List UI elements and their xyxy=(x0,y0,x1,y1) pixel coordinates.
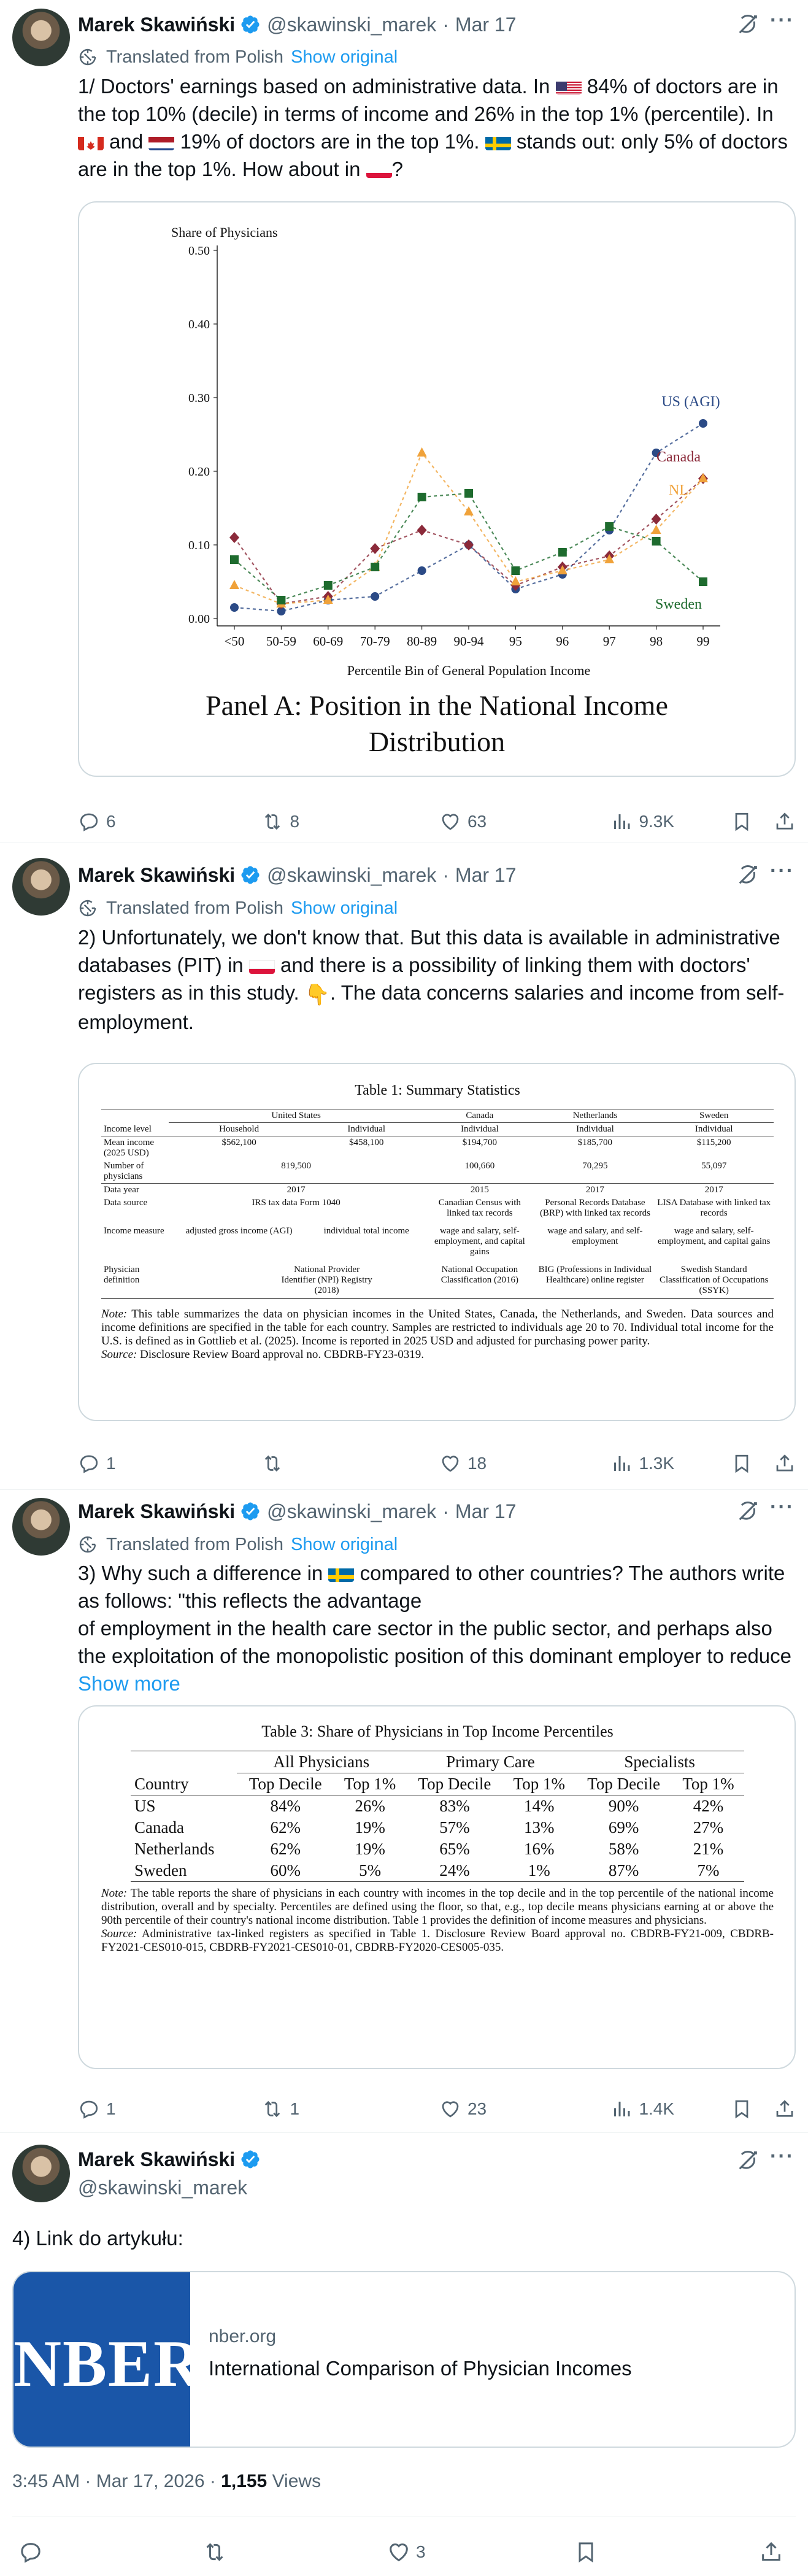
data-point xyxy=(511,566,520,575)
action-bar xyxy=(78,2094,796,2124)
reply-count: 1 xyxy=(106,1454,116,1473)
group-header: Primary Care xyxy=(406,1751,575,1773)
bookmark-button[interactable] xyxy=(731,811,774,833)
translate-icon xyxy=(78,47,98,67)
avatar[interactable] xyxy=(12,9,70,66)
cell: 83% xyxy=(439,1797,470,1815)
note-text: The table reports the share of physicians in each country with incomes in the top decile and in the top percentile of the national income distribution, overall and by specialty. Percentiles are defined using the floor, so that, e.g., top decile means physicians earning at or above the 90th percentile of their country's national income distribution. Table 1 provides the definition of income measures and physicians. xyxy=(101,1887,774,1927)
column-header: Top Decile xyxy=(418,1775,491,1793)
translated-label: Translated from Polish xyxy=(106,1534,284,1554)
repost-button[interactable] xyxy=(261,811,439,833)
cell: 62% xyxy=(270,1840,301,1858)
cell: 69% xyxy=(608,1818,639,1837)
repost-button[interactable] xyxy=(261,1452,439,1475)
share-icon xyxy=(774,811,796,833)
text-part: 84% of doctors are in the top 10% (decile) in terms of income and 26% in the top 1% (percentile). In xyxy=(78,75,779,125)
like-button[interactable] xyxy=(439,2098,611,2120)
reply-icon xyxy=(78,2098,100,2120)
cell: 62% xyxy=(270,1818,301,1837)
x-tick-label: 80-89 xyxy=(407,634,437,649)
repost-icon xyxy=(261,811,283,833)
separator-dot: · xyxy=(442,863,449,886)
flag-poland-icon xyxy=(249,957,275,974)
verified-badge-icon[interactable] xyxy=(240,1501,261,1522)
text-part: and xyxy=(104,130,149,153)
share-icon[interactable] xyxy=(759,2540,783,2564)
data-point xyxy=(371,592,379,601)
x-tick-label: <50 xyxy=(224,634,245,649)
reply-count: 1 xyxy=(106,2099,116,2118)
table-row xyxy=(131,1838,744,1860)
author-name[interactable]: Marek Skawiński xyxy=(78,863,236,886)
column-header: Top 1% xyxy=(682,1775,734,1793)
cell: $562,100 xyxy=(221,1138,256,1147)
text-part: 1/ Doctors' earnings based on administrative data. In xyxy=(78,75,556,98)
tweet-text xyxy=(78,72,796,183)
verified-badge-icon[interactable] xyxy=(240,14,261,35)
data-point xyxy=(229,532,239,543)
cell: Individual xyxy=(694,1124,733,1134)
country-header: Netherlands xyxy=(536,1109,654,1123)
text-part: compared to other countries? The authors write as follows: "this reflects the advantage xyxy=(78,1562,785,1612)
bookmark-icon[interactable] xyxy=(574,2540,598,2564)
cell: 21% xyxy=(693,1840,724,1858)
author-handle[interactable]: @skawinski_marek xyxy=(267,1500,437,1522)
tweet-text xyxy=(78,1559,796,1670)
share-icon xyxy=(774,1452,796,1475)
series-label: US (AGI) xyxy=(661,394,720,410)
grok-icon[interactable] xyxy=(736,1499,760,1524)
row-label: Number of physicians xyxy=(104,1161,144,1181)
show-more-link[interactable]: Show more xyxy=(78,1672,180,1695)
author-handle[interactable]: @skawinski_marek xyxy=(267,13,437,36)
row-label: Mean income (2025 USD) xyxy=(104,1138,155,1158)
nber-logo-text: NBER xyxy=(13,2327,203,2401)
cell: 14% xyxy=(524,1797,555,1815)
panel-title: Panel A: Position in the National Income xyxy=(206,690,668,721)
country-header: Sweden xyxy=(654,1109,774,1123)
data-point xyxy=(371,563,379,571)
data-point xyxy=(230,603,239,612)
translate-icon xyxy=(78,898,98,918)
cell: wage and salary, and self-employment xyxy=(547,1226,643,1246)
cell: Swedish Standard Classification of Occupations (SSYK) xyxy=(659,1265,769,1295)
cell: 84% xyxy=(270,1797,301,1815)
cell: 1% xyxy=(528,1861,550,1880)
cell: IRS tax data Form 1040 xyxy=(252,1198,341,1208)
action-bar xyxy=(78,806,796,837)
country-cell: US xyxy=(134,1797,156,1815)
x-tick-label: 99 xyxy=(696,634,710,649)
series-line xyxy=(234,453,703,604)
y-tick-label: 0.40 xyxy=(188,318,210,331)
more-options-icon[interactable]: ··· xyxy=(770,9,795,32)
row-label: Data year xyxy=(104,1185,139,1195)
like-icon xyxy=(439,811,461,833)
data-point xyxy=(464,506,474,515)
cell: 57% xyxy=(439,1818,470,1837)
bookmark-icon xyxy=(731,2098,753,2120)
share-of-physicians-table xyxy=(131,1751,744,1882)
data-point xyxy=(652,514,661,525)
table-row xyxy=(131,1795,744,1818)
text-part: . The data concerns salaries and income from self-employment. xyxy=(78,981,785,1033)
table-note xyxy=(101,1887,774,1954)
row-label: Data source xyxy=(104,1198,148,1208)
translated-notice xyxy=(78,896,398,920)
x-axis-label: Percentile Bin of General Population Income xyxy=(347,663,591,678)
source-text: Administrative tax-linked registers as specified in Table 1. Disclosure Review Board approval no. CBDRB-FY21-009, CBDRB-FY2021-CES010-015, CBDRB-FY2021-CES010-01, CBDRB-FY2020-CES005-035. xyxy=(101,1927,774,1954)
y-tick-label: 0.30 xyxy=(188,391,210,405)
table-row xyxy=(131,1817,744,1838)
reply-button[interactable] xyxy=(78,1452,261,1475)
reply-count: 6 xyxy=(106,812,116,831)
flag-netherlands-icon xyxy=(148,133,174,150)
flag-canada-icon xyxy=(78,133,104,150)
reply-icon xyxy=(78,811,100,833)
x-tick-label: 98 xyxy=(650,634,663,649)
author-handle[interactable]: @skawinski_marek xyxy=(78,2177,248,2199)
table-title: Table 1: Summary Statistics xyxy=(355,1082,520,1098)
tweet-1[interactable] xyxy=(0,0,808,842)
cell: $194,700 xyxy=(462,1138,497,1147)
author-handle[interactable]: @skawinski_marek xyxy=(267,863,437,886)
grok-icon[interactable] xyxy=(736,12,760,37)
like-icon xyxy=(439,2098,461,2120)
tweet-header xyxy=(78,1498,517,1525)
cell: 24% xyxy=(439,1861,470,1880)
views-count: 9.3K xyxy=(639,812,675,831)
table-title: Table 3: Share of Physicians in Top Income Percentiles xyxy=(261,1722,614,1740)
summary-table xyxy=(101,1082,774,1362)
cell: 2017 xyxy=(585,1185,604,1195)
cell: 90% xyxy=(608,1797,639,1815)
share-table xyxy=(101,1722,774,1954)
views-count: 1.3K xyxy=(639,1454,675,1473)
views-icon xyxy=(610,2098,633,2120)
data-point xyxy=(418,493,426,501)
tweet-4-focused[interactable] xyxy=(0,2132,808,2576)
views-icon xyxy=(610,811,633,833)
data-point xyxy=(605,522,614,531)
x-tick-label: 96 xyxy=(556,634,569,649)
series-line xyxy=(234,423,703,611)
panel-title: Distribution xyxy=(368,726,506,757)
cell: 2017 xyxy=(704,1185,723,1195)
avatar[interactable] xyxy=(12,1498,70,1556)
data-point xyxy=(418,566,426,575)
group-header: All Physicians xyxy=(237,1751,406,1773)
like-icon xyxy=(387,2540,411,2564)
summary-statistics-table xyxy=(101,1109,774,1299)
translated-label: Translated from Polish xyxy=(106,898,284,918)
text-part: 19% of doctors are in the top 1%. xyxy=(174,130,485,153)
y-tick-label: 0.10 xyxy=(188,539,210,552)
series-label: Canada xyxy=(656,449,701,465)
like-count: 23 xyxy=(467,2099,487,2118)
cell: 13% xyxy=(524,1818,555,1837)
cell: 100,660 xyxy=(464,1161,495,1171)
cell: Individual xyxy=(576,1124,614,1134)
country-cell: Canada xyxy=(134,1818,184,1837)
link-domain: nber.org xyxy=(209,2326,277,2347)
repost-button[interactable] xyxy=(261,2098,439,2120)
repost-icon xyxy=(261,2098,283,2120)
column-header: Top Decile xyxy=(248,1775,322,1793)
table-image[interactable] xyxy=(78,1063,796,1421)
cell: Canadian Census with linked tax records xyxy=(438,1198,521,1218)
cell: National Occupation Classification (2016) xyxy=(441,1265,518,1285)
source-label: Source: xyxy=(101,1927,137,1940)
group-header: Specialists xyxy=(575,1751,744,1773)
cell: 2015 xyxy=(470,1185,489,1195)
cell: 19% xyxy=(355,1840,385,1858)
data-point xyxy=(558,548,567,557)
views-count: 1.4K xyxy=(639,2099,675,2118)
more-options-icon[interactable]: ··· xyxy=(770,1495,795,1519)
text-part: and there is a possibility of linking them with doctors' registers as in this study. xyxy=(78,954,750,1004)
link-title: International Comparison of Physician Incomes xyxy=(209,2357,632,2380)
text-part: 3) Why such a difference in xyxy=(78,1562,329,1584)
text-part: 2) Unfortunately, we don't know that. But this data is available in administrative databases (PIT) in xyxy=(78,926,780,976)
y-tick-label: 0.20 xyxy=(188,465,210,479)
bookmark-button[interactable] xyxy=(731,1452,774,1475)
source-text: Disclosure Review Board approval no. CBDRB-FY23-0319. xyxy=(137,1348,424,1361)
cell: Individual xyxy=(461,1124,499,1134)
like-count: 3 xyxy=(416,2542,426,2561)
action-bar xyxy=(78,1448,796,1479)
views-label: Views xyxy=(267,2471,321,2491)
cell: 7% xyxy=(697,1861,720,1880)
series-label: Sweden xyxy=(655,596,702,612)
flag-sweden-icon xyxy=(485,133,511,150)
post-date[interactable]: Mar 17 xyxy=(455,1500,517,1522)
data-point xyxy=(699,577,707,586)
tweet-text: 4) Link do artykułu: xyxy=(12,2227,183,2250)
cell: individual total income xyxy=(323,1226,409,1236)
data-point xyxy=(652,525,661,534)
post-meta xyxy=(12,2471,321,2492)
y-tick-label: 0.00 xyxy=(188,612,210,626)
author-name[interactable]: Marek Skawiński xyxy=(78,1500,236,1522)
post-date[interactable]: Mar 17 xyxy=(455,13,517,36)
reply-button[interactable] xyxy=(78,811,261,833)
views-icon xyxy=(610,1452,633,1475)
cell: 2017 xyxy=(287,1185,306,1195)
share-button[interactable] xyxy=(774,1452,796,1475)
flag-poland-icon xyxy=(366,161,392,178)
tweet-2[interactable] xyxy=(0,842,808,1489)
cell: National Provider Identifier (NPI) Registry (2018) xyxy=(281,1265,372,1295)
post-timestamp[interactable]: 3:45 AM · Mar 17, 2026 · xyxy=(12,2471,221,2491)
x-tick-label: 70-79 xyxy=(360,634,390,649)
translate-icon xyxy=(78,1535,98,1554)
author-name-row xyxy=(78,2146,261,2173)
translated-notice xyxy=(78,1532,398,1557)
grok-icon[interactable] xyxy=(736,2148,760,2173)
show-original-link[interactable]: Show original xyxy=(291,898,398,918)
text-part: ? xyxy=(391,158,403,180)
source-label: Source: xyxy=(101,1348,137,1361)
country-header: Canada xyxy=(423,1109,536,1123)
column-header: Top Decile xyxy=(587,1775,661,1793)
empty-cell xyxy=(101,1109,169,1123)
tweet-3[interactable] xyxy=(0,1489,808,2132)
data-point xyxy=(230,555,239,564)
y-tick-label: 0.50 xyxy=(188,244,210,258)
share-button[interactable] xyxy=(774,2098,796,2120)
repost-count: 8 xyxy=(290,812,300,831)
cell: 60% xyxy=(270,1861,301,1880)
series-label: NL xyxy=(669,482,688,498)
cell: $115,200 xyxy=(696,1138,731,1147)
cell: 819,500 xyxy=(281,1161,311,1171)
row-label: Physician definition xyxy=(104,1265,140,1285)
avatar[interactable] xyxy=(12,858,70,916)
cell: 5% xyxy=(359,1861,382,1880)
views-button[interactable] xyxy=(610,2098,731,2120)
cell: 42% xyxy=(693,1797,724,1815)
like-count: 18 xyxy=(467,1454,487,1473)
post-date[interactable]: Mar 17 xyxy=(455,863,517,886)
data-point xyxy=(324,581,333,590)
reply-icon[interactable] xyxy=(18,2540,43,2564)
flag-us-icon xyxy=(556,78,582,95)
separator-dot: · xyxy=(442,13,449,36)
cell: LISA Database with linked tax records xyxy=(657,1198,771,1218)
cell: 26% xyxy=(355,1797,385,1815)
cell: 70,295 xyxy=(582,1161,608,1171)
author-name[interactable]: Marek Skawiński xyxy=(78,2148,236,2170)
pointing-down-icon: 👇 xyxy=(304,983,330,1006)
country-header: United States xyxy=(169,1109,423,1123)
chart-image[interactable] xyxy=(78,201,796,777)
separator-dot: · xyxy=(442,1500,449,1522)
flag-sweden-icon xyxy=(328,1565,354,1582)
like-icon xyxy=(439,1452,461,1475)
data-point xyxy=(277,596,285,604)
text-part: of employment in the health care sector in the public sector, and perhaps also the exploitation of the monopolistic position of this dominant employer to reduce xyxy=(78,1617,792,1667)
row-label: Income level xyxy=(104,1124,152,1134)
cell: wage and salary, self-employment, and capital gains xyxy=(658,1226,771,1246)
cell: Individual xyxy=(347,1124,386,1134)
country-cell: Sweden xyxy=(134,1861,187,1880)
cell: 16% xyxy=(524,1840,555,1858)
cell: Personal Records Database (BRP) with linked tax records xyxy=(539,1198,650,1218)
cell: wage and salary, self-employment, and capital gains xyxy=(434,1226,525,1257)
show-original-link[interactable]: Show original xyxy=(291,1534,398,1554)
like-button[interactable] xyxy=(387,2540,426,2564)
note-label: Note: xyxy=(101,1887,128,1900)
author-name[interactable]: Marek Skawiński xyxy=(78,13,236,36)
reply-icon xyxy=(78,1452,100,1475)
row-label: Income measure xyxy=(104,1226,164,1236)
like-button[interactable] xyxy=(439,1452,611,1475)
y-axis-label: Share of Physicians xyxy=(171,225,278,240)
link-preview-card[interactable] xyxy=(12,2271,796,2448)
cell: 19% xyxy=(355,1818,385,1837)
text-part: stands out: only 5% of doctors are in the top 1%. How about in xyxy=(78,130,788,180)
table-note xyxy=(101,1308,774,1362)
verified-badge-icon[interactable] xyxy=(240,2149,261,2170)
cell: 58% xyxy=(608,1840,639,1858)
x-tick-label: 60-69 xyxy=(313,634,344,649)
show-original-link[interactable]: Show original xyxy=(291,47,398,67)
data-point xyxy=(417,525,427,536)
x-tick-label: 97 xyxy=(602,634,616,649)
bookmark-icon xyxy=(731,811,753,833)
translated-notice xyxy=(78,45,398,69)
x-tick-label: 90-94 xyxy=(453,634,484,649)
views-button[interactable] xyxy=(610,1452,731,1475)
data-point xyxy=(652,537,661,546)
grok-icon[interactable] xyxy=(736,863,760,887)
data-point xyxy=(417,447,427,457)
table-image[interactable] xyxy=(78,1705,796,2069)
nber-logo xyxy=(13,2272,203,2448)
views-button[interactable] xyxy=(610,811,731,833)
like-count: 63 xyxy=(467,812,487,831)
verified-badge-icon[interactable] xyxy=(240,865,261,885)
more-options-icon[interactable]: ··· xyxy=(770,2145,795,2168)
cell: $185,700 xyxy=(577,1138,613,1147)
reply-button[interactable] xyxy=(78,2098,261,2120)
repost-icon xyxy=(261,1452,283,1475)
note-label: Note: xyxy=(101,1308,128,1321)
cell: 55,097 xyxy=(701,1161,727,1171)
tweet-header xyxy=(78,11,517,38)
repost-count: 1 xyxy=(290,2099,300,2118)
bookmark-icon xyxy=(731,1452,753,1475)
cell: BIG (Professions in Individual Healthcare) online register xyxy=(538,1265,652,1285)
column-header: Top 1% xyxy=(344,1775,396,1793)
translated-label: Translated from Polish xyxy=(106,47,284,67)
bookmark-button[interactable] xyxy=(731,2098,774,2120)
action-bar xyxy=(0,2537,808,2568)
views-count: 1,155 xyxy=(221,2471,267,2491)
table-row xyxy=(131,1860,744,1882)
note-text: This table summarizes the data on physician incomes in the United States, Canada, the Netherlands, and Sweden. Data sources and income definitions are specified in the table for each country. Samples are restricted to individuals age 20 to 70. Individual total income for the U.S. is defined as in Gottlieb et al. (2025). Income is reported in 2025 USD and adjusted for purchasing power parity. xyxy=(101,1308,774,1348)
avatar[interactable] xyxy=(12,2145,70,2202)
cell: $458,100 xyxy=(349,1138,384,1147)
data-point xyxy=(229,580,239,589)
x-tick-label: 50-59 xyxy=(266,634,296,649)
share-button[interactable] xyxy=(774,811,796,833)
cell: 87% xyxy=(608,1861,639,1880)
column-header: Top 1% xyxy=(513,1775,565,1793)
column-header: Country xyxy=(134,1774,189,1793)
data-point xyxy=(699,419,707,428)
empty-cell xyxy=(131,1751,237,1773)
repost-icon[interactable] xyxy=(202,2540,227,2564)
cell: 65% xyxy=(439,1840,470,1858)
more-options-icon[interactable]: ··· xyxy=(770,859,795,882)
cell: Household xyxy=(219,1124,260,1134)
line-chart xyxy=(79,202,795,776)
cell: adjusted gross income (AGI) xyxy=(185,1226,293,1236)
tweet-header xyxy=(78,862,517,889)
cell: 27% xyxy=(693,1818,724,1837)
tweet-text xyxy=(78,924,796,1036)
data-point xyxy=(464,489,473,498)
share-icon xyxy=(774,2098,796,2120)
x-tick-label: 95 xyxy=(509,634,522,649)
like-button[interactable] xyxy=(439,811,611,833)
country-cell: Netherlands xyxy=(134,1840,215,1858)
